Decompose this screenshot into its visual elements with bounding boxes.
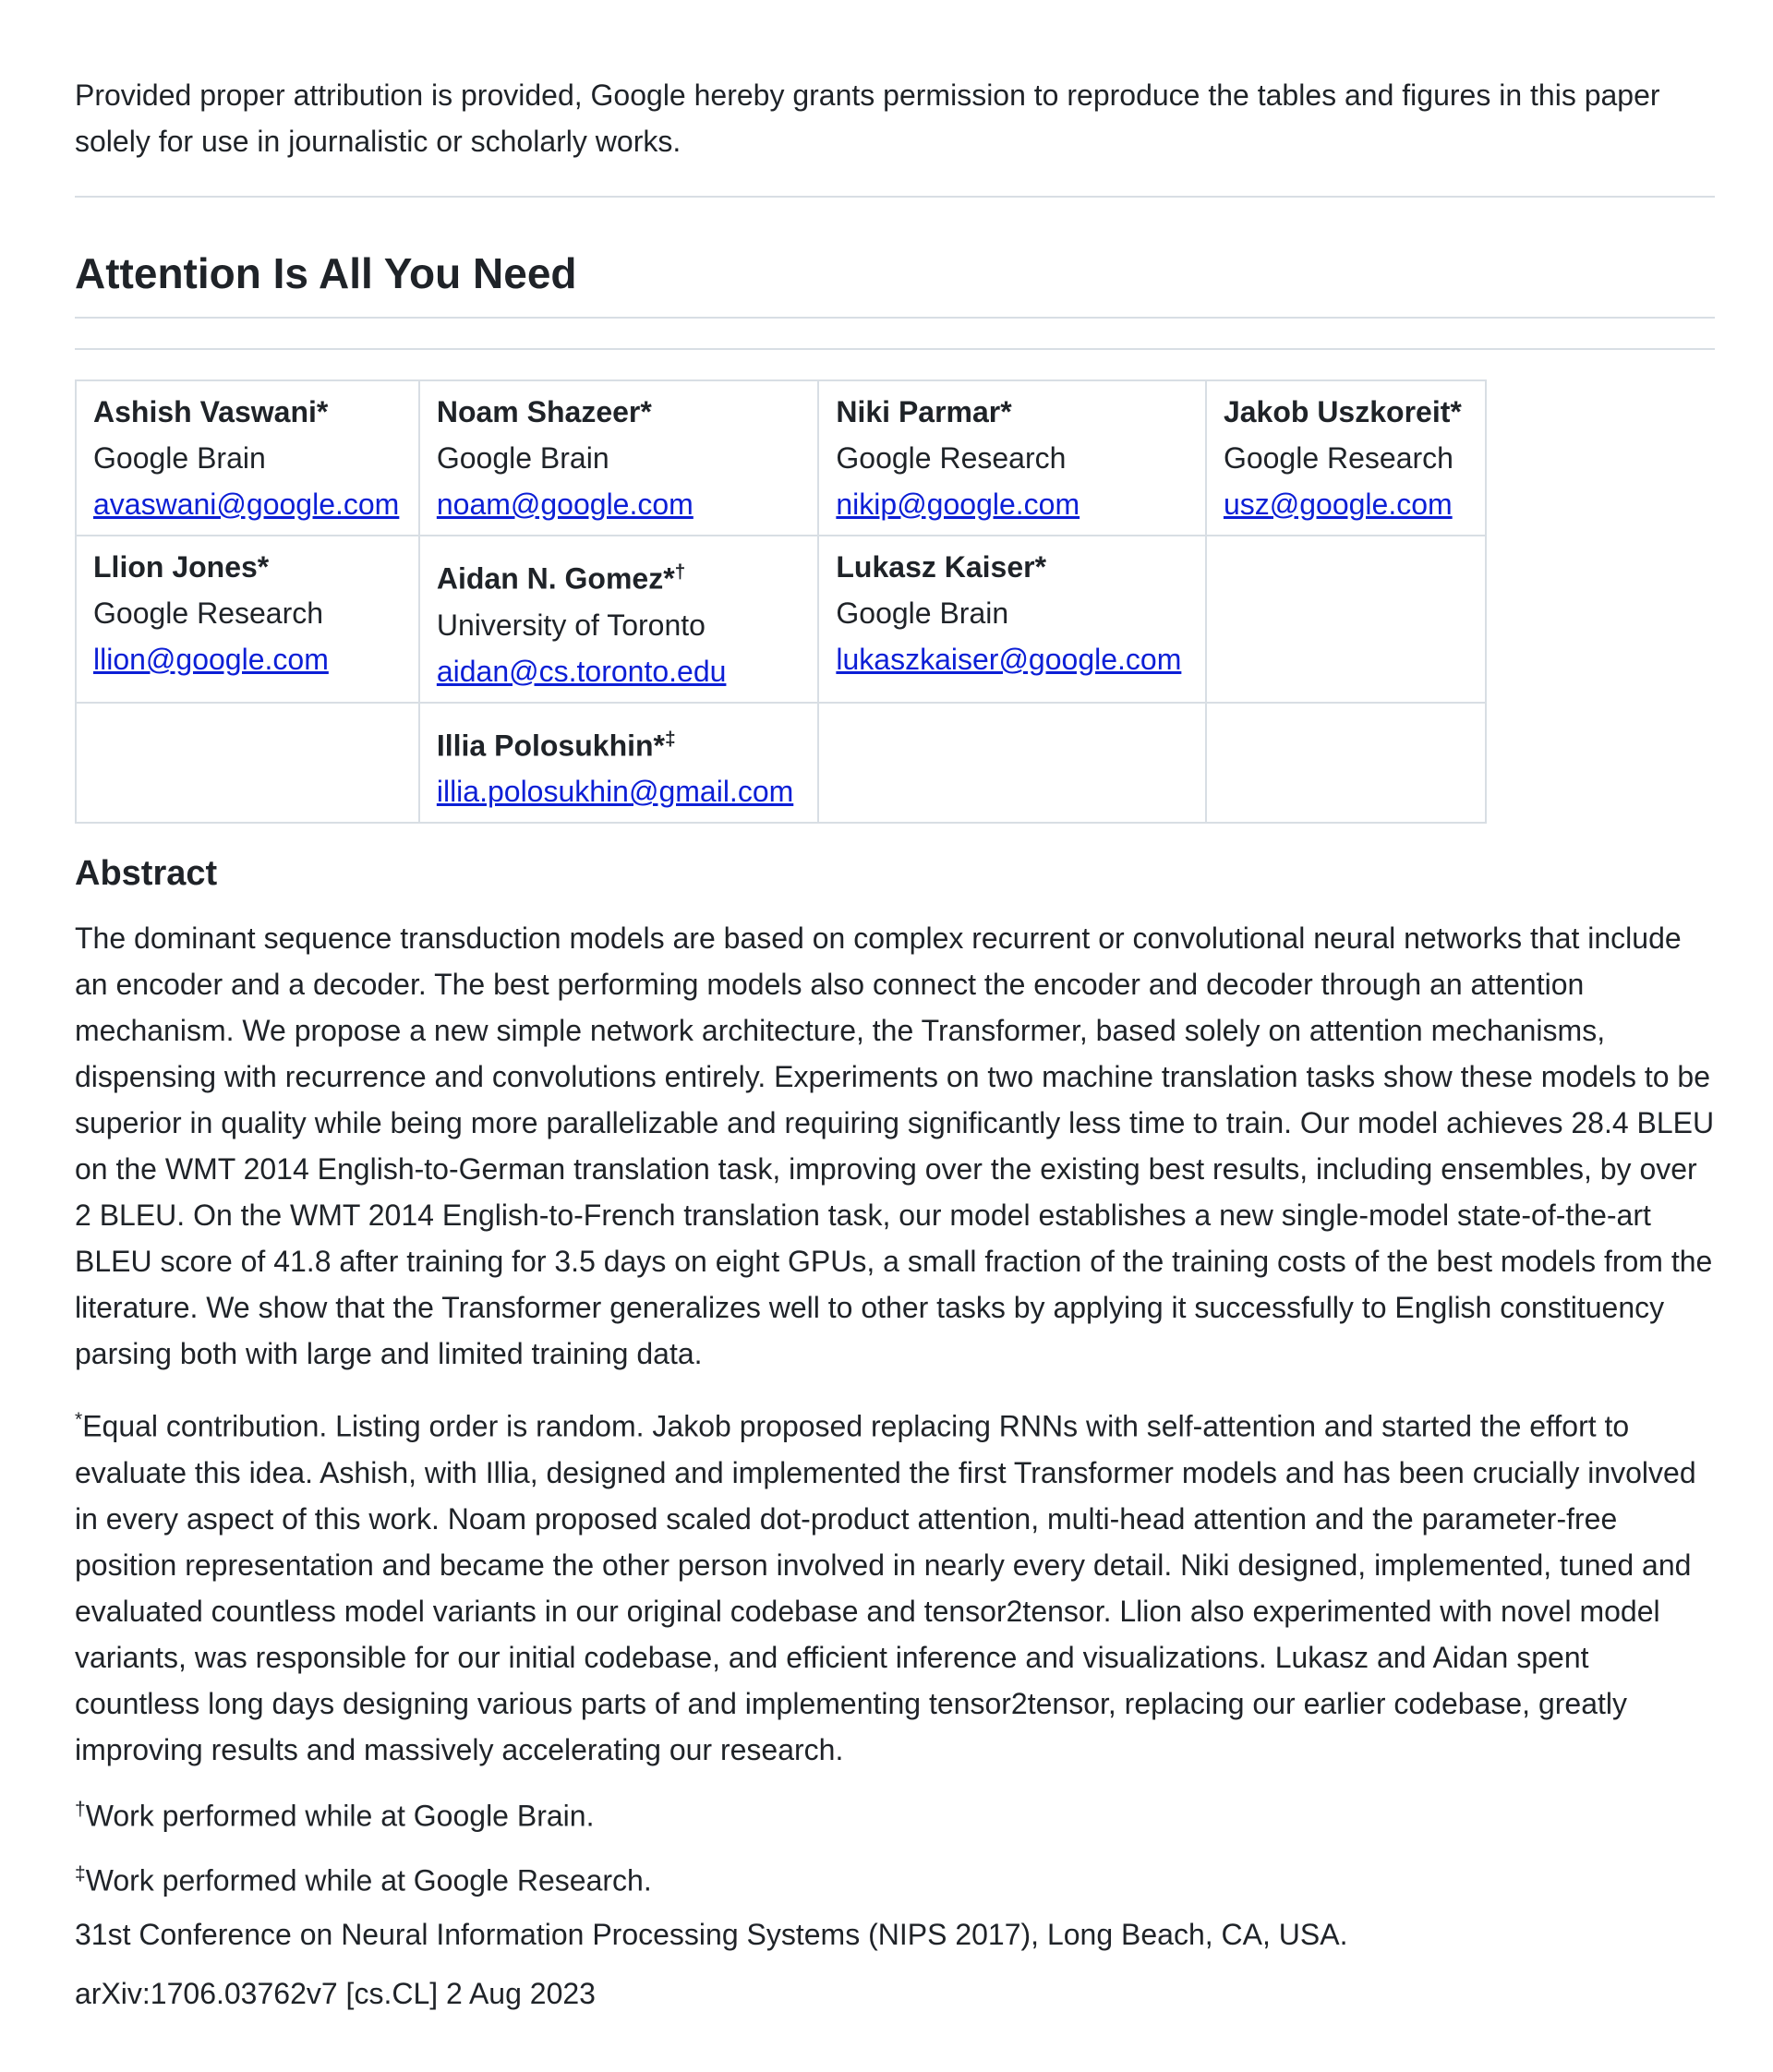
author-affiliation: Google Research: [836, 441, 1067, 475]
footnote-mark-double-dagger: ‡: [75, 1863, 86, 1885]
author-cell: [76, 536, 419, 703]
author-row: [76, 380, 1486, 536]
author-cell: [1206, 380, 1486, 536]
author-email-link[interactable]: illia.polosukhin@gmail.com: [436, 775, 794, 809]
author-name: Noam Shazeer*: [436, 395, 652, 428]
abstract-text: The dominant sequence transduction models are based on complex recurrent or convolutional neural networks that include an encoder and a decoder. The best performing models also connect the encoder and decoder through an attention mechanism. We propose a new simple network architecture, the Transformer, based solely on attention mechanisms, dispensing with recurrence and convolutions entirely. Experiments on two machine translation tasks show these models to be superior in quality while being more parallelizable and requiring significantly less time to train. Our model achieves 28.4 BLEU on the WMT 2014 English-to-German translation task, improving over the existing best results, including ensembles, by over 2 BLEU. On the WMT 2014 English-to-French translation task, our model establishes a new single-model state-of-the-art BLEU score of 41.8 after training for 3.5 days on eight GPUs, a small fraction of the training costs of the best models from the literature. We show that the Transformer generalizes well to other tasks by applying it successfully to English constituency parsing both with large and limited training data.: [75, 922, 1715, 1370]
footnote-mark-double-dagger: ‡: [665, 728, 676, 750]
author-affiliation: Google Research: [93, 596, 324, 630]
author-cell: [419, 703, 819, 824]
author-name: Llion Jones*: [93, 550, 270, 584]
author-email-link[interactable]: llion@google.com: [93, 643, 329, 676]
divider: [75, 317, 1715, 319]
author-table: [75, 379, 1487, 824]
author-email-link[interactable]: aidan@cs.toronto.edu: [436, 654, 727, 688]
footnote-google-brain: †Work performed while at Google Brain.: [75, 1799, 595, 1833]
empty-cell: [1206, 703, 1486, 824]
author-name: Ashish Vaswani*: [93, 395, 329, 428]
author-affiliation: University of Toronto: [436, 608, 706, 642]
footnote-google-research: ‡Work performed while at Google Research.: [75, 1863, 652, 1897]
author-affiliation: Google Brain: [436, 441, 609, 475]
author-email-link[interactable]: usz@google.com: [1223, 488, 1453, 521]
abstract-heading: Abstract: [75, 854, 218, 893]
empty-cell: [1206, 536, 1486, 703]
footnote-mark-dagger: †: [674, 561, 686, 583]
author-email-link[interactable]: avaswani@google.com: [93, 488, 400, 521]
divider: [75, 348, 1715, 350]
empty-cell: [76, 703, 419, 824]
author-name: Aidan N. Gomez*†: [436, 561, 686, 596]
author-affiliation: Google Research: [1223, 441, 1453, 475]
author-row: [76, 536, 1486, 703]
author-cell: [818, 380, 1206, 536]
author-cell: [419, 536, 819, 703]
author-name: Illia Polosukhin*‡: [436, 728, 676, 763]
arxiv-id: arXiv:1706.03762v7 [cs.CL] 2 Aug 2023: [75, 1977, 596, 2010]
author-row: [76, 703, 1486, 824]
author-affiliation: Google Brain: [93, 441, 266, 475]
author-cell: [76, 380, 419, 536]
conference-note: 31st Conference on Neural Information Processing Systems (NIPS 2017), Long Beach, CA, USA.: [75, 1918, 1348, 1951]
author-cell: [818, 536, 1206, 703]
paper-title: Attention Is All You Need: [75, 249, 577, 297]
author-cell: [419, 380, 819, 536]
author-affiliation: Google Brain: [836, 596, 1009, 630]
author-email-link[interactable]: nikip@google.com: [836, 488, 1080, 521]
footnote-equal-contribution: *Equal contribution. Listing order is random. Jakob proposed replacing RNNs with self-attention and started the effort to evaluate this idea. Ashish, with Illia, designed and implemented the first Transformer models and has been crucially involved in every aspect of this work. Noam proposed scaled dot-product attention, multi-head attention and the parameter-free position representation and became the other person involved in nearly every detail. Niki designed, implemented, tuned and evaluated countless model variants in our original codebase and tensor2tensor. Llion also experimented with novel model variants, was responsible for our initial codebase, and efficient inference and visualizations. Lukasz and Aidan spent countless long days designing various parts of and implementing tensor2tensor, replacing our earlier codebase, greatly improving results and massively accelerating our research.: [75, 1409, 1696, 1766]
author-email-link[interactable]: noam@google.com: [436, 488, 694, 521]
permission-notice: Provided proper attribution is provided, Google hereby grants permission to reproduce the tables and figures in this paper solely for use in journalistic or scholarly works.: [75, 78, 1660, 158]
footnote-mark-dagger: †: [75, 1799, 86, 1820]
divider: [75, 196, 1715, 198]
author-email-link[interactable]: lukaszkaiser@google.com: [836, 643, 1182, 676]
author-name: Lukasz Kaiser*: [836, 550, 1047, 584]
author-name: Jakob Uszkoreit*: [1223, 395, 1462, 428]
author-name: Niki Parmar*: [836, 395, 1012, 428]
footnote-mark-asterisk: *: [75, 1409, 83, 1430]
empty-cell: [818, 703, 1206, 824]
